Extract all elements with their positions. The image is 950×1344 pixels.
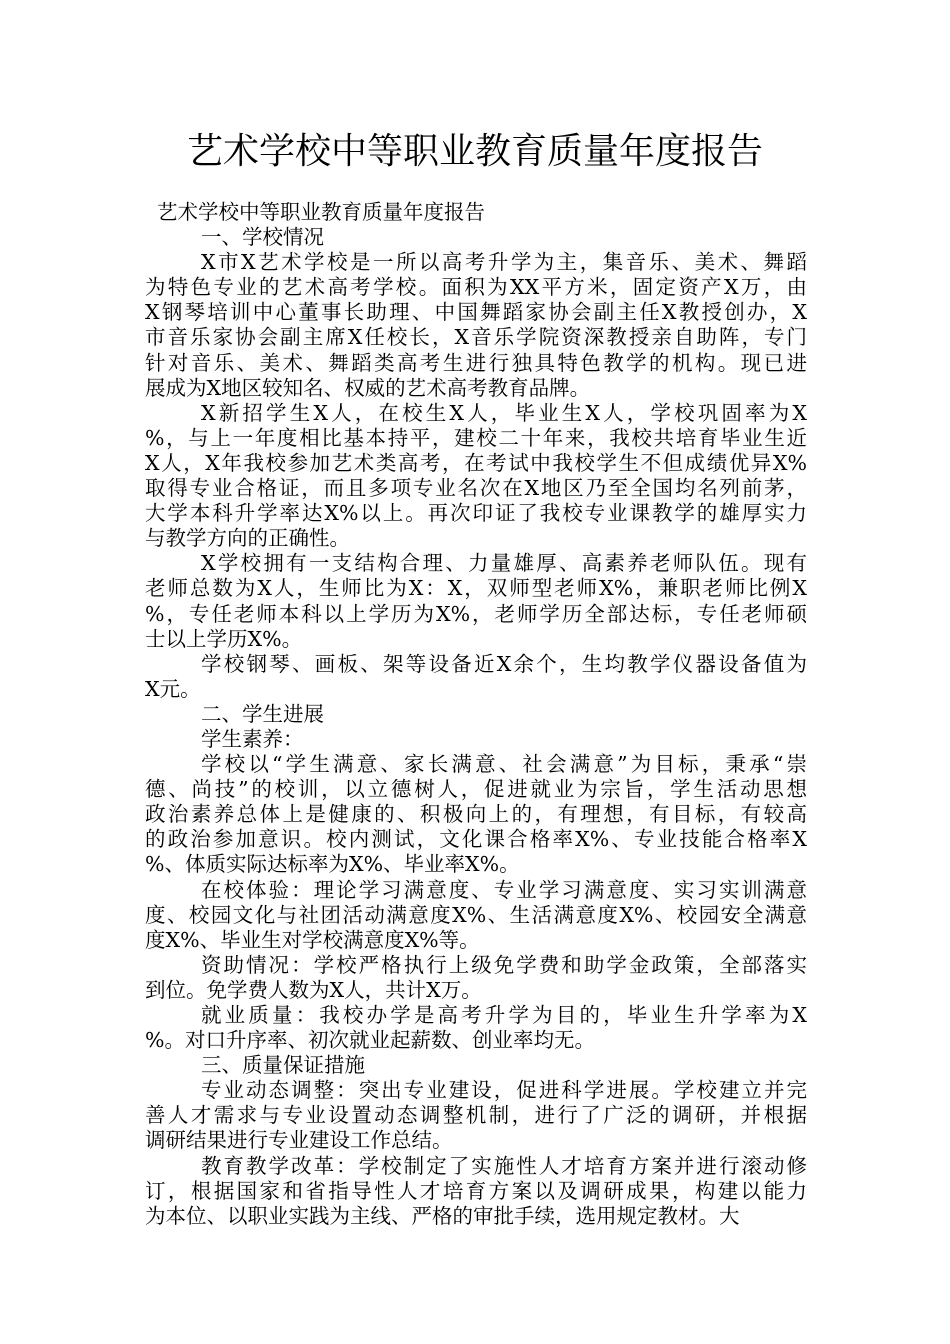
text-line: 度、校园文化与社团活动满意度X%、生活满意度X%、校园安全满意	[145, 902, 807, 927]
text-line: %，专任老师本科以上学历为X%，老师学历全部达标，专任老师硕	[145, 601, 807, 626]
document-body	[145, 200, 807, 1229]
section-heading: 三、质量保证措施	[201, 1053, 365, 1078]
text-line: 资助情况：学校严格执行上级免学费和助学金政策，全部落实	[201, 952, 807, 977]
text-line: %，与上一年度相比基本持平，建校二十年来，我校共培育毕业生近	[145, 425, 807, 450]
text-line: X学校拥有一支结构合理、力量雄厚、高素养老师队伍。现有	[201, 551, 807, 576]
text-line: 取得专业合格证，而且多项专业名次在X地区乃至全国均名列前茅，	[145, 476, 807, 501]
text-line: 老师总数为X人，生师比为X：X，双师型老师X%，兼职老师比例X	[145, 576, 807, 601]
text-line: 教育教学改革：学校制定了实施性人才培育方案并进行滚动修	[201, 1153, 807, 1178]
text-line: X元。	[145, 676, 201, 701]
text-line: 就业质量：我校办学是高考升学为目的，毕业生升学率为X	[201, 1003, 807, 1027]
text-line: %、体质实际达标率为X%、毕业率X%。	[145, 852, 520, 877]
text-line: 订，根据国家和省指导性人才培育方案以及调研成果，构建以能力	[145, 1178, 807, 1203]
text-line: 为本位、以职业实践为主线、严格的审批手续，选用规定教材。大	[145, 1203, 740, 1228]
text-line: 德、尚技”的校训，以立德树人，促进就业为宗旨，学生活动思想	[145, 777, 807, 802]
text-line: 政治素养总体上是健康的、积极向上的，有理想，有目标，有较高	[145, 802, 807, 827]
text-line: %。对口升序率、初次就业起薪数、创业率均无。	[145, 1028, 595, 1053]
text-line: 展成为X地区较知名、权威的艺术高考教育品牌。	[145, 375, 591, 400]
text-line: 的政治参加意识。校内测试，文化课合格率X%、专业技能合格率X	[145, 827, 807, 852]
text-line: 专业动态调整：突出专业建设，促进科学进展。学校建立并完	[201, 1078, 807, 1103]
document-subtitle: 艺术学校中等职业教育质量年度报告	[157, 200, 485, 224]
document-title: 艺术学校中等职业教育质量年度报告	[186, 131, 763, 172]
section-heading: 一、学校情况	[201, 225, 324, 250]
text-line: X人，X年我校参加艺术类高考，在考试中我校学生不但成绩优异X%	[145, 450, 807, 475]
text-line: 学校以“学生满意、家长满意、社会满意”为目标，秉承“崇	[201, 752, 807, 777]
text-line: 为特色专业的艺术高考学校。面积为XX平方米，固定资产X万，由	[145, 275, 807, 300]
text-line: 与教学方向的正确性。	[145, 526, 350, 551]
section-heading: 二、学生进展	[201, 701, 324, 726]
text-line: 在校体验：理论学习满意度、专业学习满意度、实习实训满意	[201, 877, 807, 902]
text-line: 针对音乐、美术、舞蹈类高考生进行独具特色教学的机构。现已进	[145, 350, 807, 375]
text-line: 到位。免学费人数为X人，共计X万。	[145, 977, 482, 1002]
text-line: 市音乐家协会副主席X任校长，X音乐学院资深教授亲自助阵，专门	[145, 325, 807, 350]
text-line: X市X艺术学校是一所以高考升学为主，集音乐、美术、舞蹈	[201, 250, 807, 275]
text-line: 士以上学历X%。	[145, 626, 303, 651]
text-line: 调研结果进行专业建设工作总结。	[145, 1128, 453, 1153]
section-heading: 学生素养：	[201, 726, 304, 751]
text-line: 学校钢琴、画板、架等设备近X余个，生均教学仪器设备值为	[201, 651, 807, 676]
text-line: X新招学生X人，在校生X人，毕业生X人，学校巩固率为X	[201, 400, 807, 425]
text-line: 大学本科升学率达X%以上。再次印证了我校专业课教学的雄厚实力	[145, 501, 807, 526]
text-line: 度X%、毕业生对学校满意度X%等。	[145, 927, 480, 952]
text-line: X钢琴培训中心董事长助理、中国舞蹈家协会副主任X教授创办，X	[145, 300, 807, 325]
text-line: 善人才需求与专业设置动态调整机制，进行了广泛的调研，并根据	[145, 1103, 807, 1128]
